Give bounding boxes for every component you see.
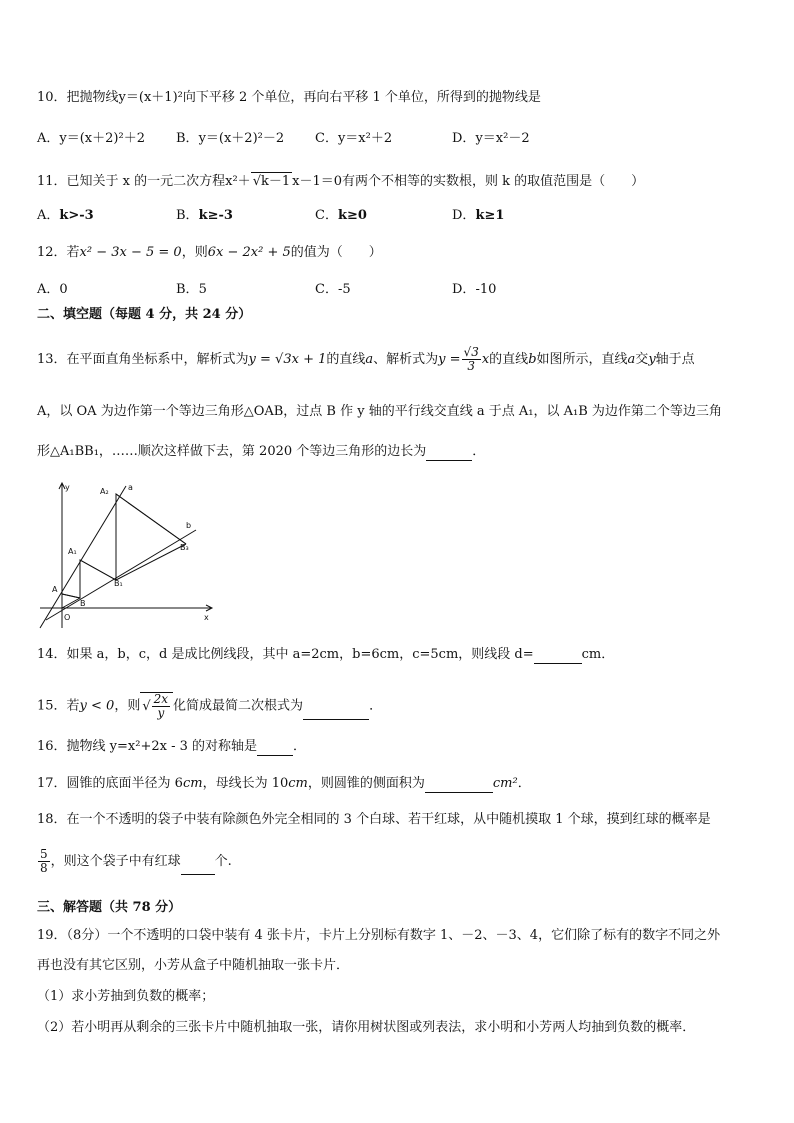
question-19-line-2: 再也没有其它区别，小芳从盒子中随机抽取一张卡片． bbox=[37, 958, 350, 973]
label-y: y bbox=[65, 483, 70, 492]
section-heading-solutions: 三、解答题（共 78 分） bbox=[37, 900, 182, 915]
option-d[interactable]: D．k≥1 bbox=[452, 208, 505, 223]
answer-blank[interactable] bbox=[257, 741, 293, 756]
option-b[interactable]: B．y＝(x＋2)²－2 bbox=[176, 131, 285, 146]
question-15: 15．若y < 0，则 √ $\frac{2x}{y}$ 化简成最简二次根式为 ． bbox=[37, 692, 383, 720]
answer-blank[interactable] bbox=[426, 446, 472, 461]
question-11: 11．已知关于 x 的一元二次方程x²＋ √k－1 x－1＝0有两个不相等的实数根，则 k 的取值范围是（ ） bbox=[37, 174, 645, 189]
question-13: 13．在平面直角坐标系中，解析式为y = √3x + 1的直线a、解析式为y = $\frac{√3}{3}$ x的直线b如图所示，直线a交y轴于点 bbox=[37, 345, 695, 373]
question-13-line-3: 形△A₁BB₁，……顺次这样做下去，第 2020 个等边三角形的边长为 ． bbox=[37, 444, 486, 459]
option-b[interactable]: B．k≥-3 bbox=[176, 208, 233, 223]
question-18: 18．在一个不透明的袋子中装有除颜色外完全相同的 3 个白球、若干红球，从中随机摸取 1 个球，摸到红球的概率是 bbox=[37, 812, 711, 827]
option-c[interactable]: C．y＝x²＋2 bbox=[315, 131, 393, 146]
option-a[interactable]: A．0 bbox=[37, 282, 68, 297]
label-A: A bbox=[52, 585, 58, 594]
question-19-sub-1: （1）求小芳抽到负数的概率； bbox=[37, 989, 215, 1004]
section-heading-fill-in: 二、填空题（每题 4 分，共 24 分） bbox=[37, 307, 252, 322]
option-a[interactable]: A．y＝(x＋2)²＋2 bbox=[37, 131, 145, 146]
label-B3: B₃ bbox=[180, 543, 189, 552]
label-b: b bbox=[186, 521, 192, 530]
sqrt-symbol: √ $\frac{2x}{y}$ bbox=[140, 692, 173, 720]
fraction: $\frac{√3}{3}$ bbox=[463, 345, 479, 373]
label-A2: A₂ bbox=[100, 487, 109, 496]
question-19: 19．（8分）一个不透明的口袋中装有 4 张卡片，卡片上分别标有数字 1、－2、－3、4，它们除了标有的数字不同之外 bbox=[37, 928, 721, 943]
question-13-line-2: A，以 OA 为边作第一个等边三角形△OAB，过点 B 作 y 轴的平行线交直线 a 于点 A₁，以 A₁B 为边作第二个等边三角 bbox=[37, 404, 722, 419]
line-b bbox=[46, 530, 196, 620]
answer-blank[interactable] bbox=[425, 778, 493, 793]
sqrt-symbol: √k－1 bbox=[252, 174, 291, 189]
answer-blank[interactable] bbox=[303, 705, 369, 720]
option-d[interactable]: D．y＝x²－2 bbox=[452, 131, 530, 146]
label-B: B bbox=[80, 599, 86, 608]
option-c[interactable]: C．-5 bbox=[315, 282, 351, 297]
question-12: 12．若x² − 3x − 5 = 0，则6x − 2x² + 5的值为（ ） bbox=[37, 245, 382, 260]
option-b[interactable]: B．5 bbox=[176, 282, 207, 297]
label-B1: B₁ bbox=[114, 579, 123, 588]
question-18-line-2: $\frac{5}{8}$ ，则这个袋子中有红球 个. bbox=[40, 847, 232, 875]
question-14: 14．如果 a，b，c，d 是成比例线段，其中 a=2cm，b=6cm，c=5cm，则线段 d= cm． bbox=[37, 647, 615, 662]
label-O: O bbox=[64, 613, 71, 622]
label-A1: A₁ bbox=[68, 547, 77, 556]
question-10: 10．把抛物线y＝(x＋1)²向下平移 2 个单位，再向右平移 1 个单位，所得到的抛物线是 bbox=[37, 90, 541, 105]
label-a: a bbox=[128, 483, 133, 492]
answer-blank[interactable] bbox=[181, 860, 215, 875]
label-x: x bbox=[204, 613, 209, 622]
question-16: 16．抛物线 y=x²+2x - 3 的对称轴是 ． bbox=[37, 739, 307, 754]
option-d[interactable]: D．-10 bbox=[452, 282, 497, 297]
option-a[interactable]: A．k>-3 bbox=[37, 208, 94, 223]
option-c[interactable]: C．k≥0 bbox=[315, 208, 367, 223]
coordinate-figure bbox=[36, 480, 216, 630]
question-19-sub-2: （2）若小明再从剩余的三张卡片中随机抽取一张，请你用树状图或列表法，求小明和小芳两人均抽到负数的概率． bbox=[37, 1020, 696, 1035]
question-17: 17．圆锥的底面半径为 6cm，母线长为 10cm，则圆锥的侧面积为 cm²． bbox=[37, 776, 531, 791]
fraction: $\frac{5}{8}$ bbox=[40, 847, 48, 875]
answer-blank[interactable] bbox=[534, 649, 582, 664]
triangles-path bbox=[62, 494, 186, 598]
